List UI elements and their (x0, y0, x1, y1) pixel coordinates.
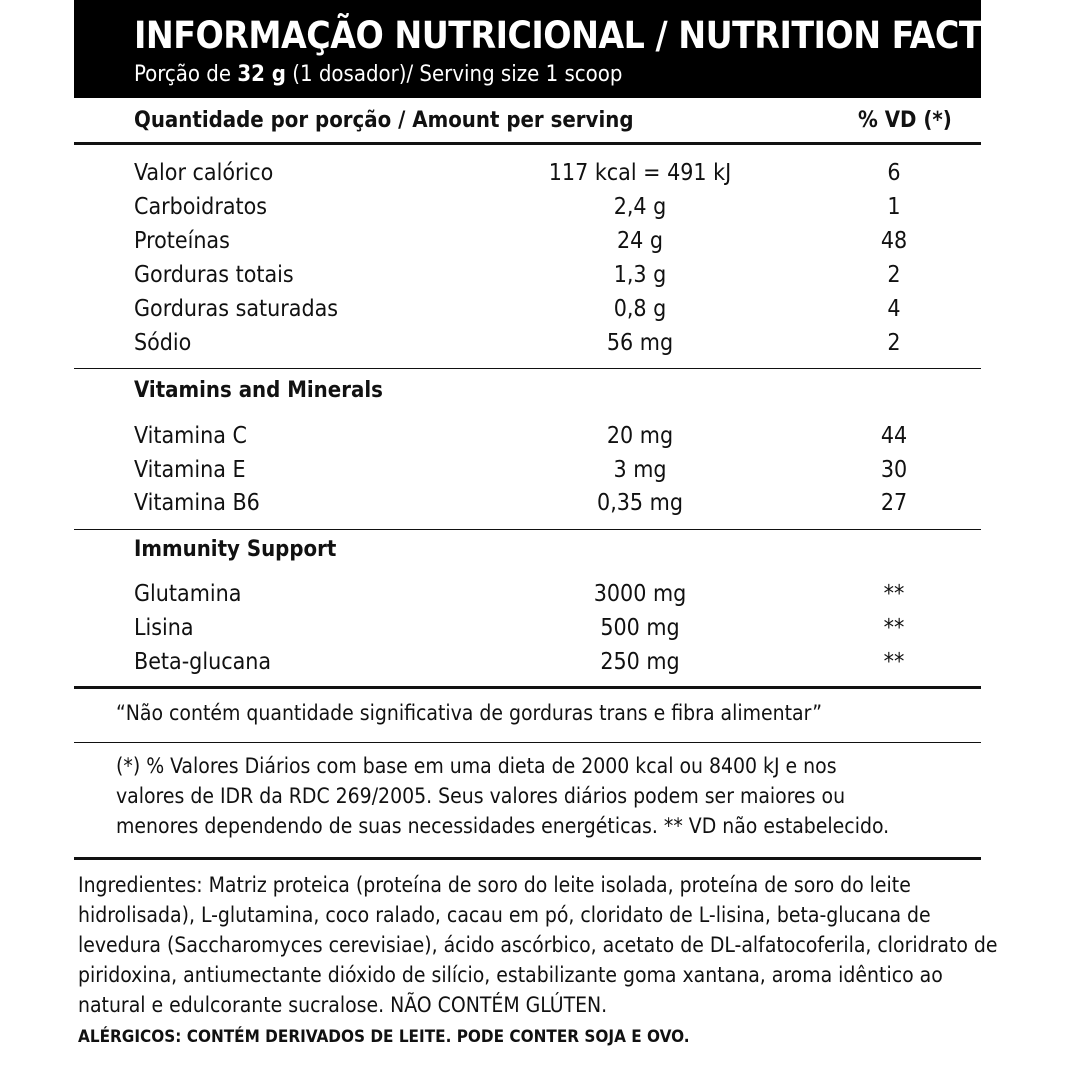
nutrient-row (0, 194, 1080, 224)
nutrient-vd: 2 (887, 262, 901, 288)
immunity-row (0, 649, 1080, 679)
vitamin-name: Vitamina C (134, 423, 247, 449)
divider (74, 529, 981, 530)
vitamin-vd: 30 (880, 457, 908, 483)
vitamin-amount: 3 mg (613, 457, 667, 483)
nutrient-name: Sódio (134, 330, 192, 356)
immunity-amount: 3000 mg (593, 581, 687, 607)
immunity-name: Glutamina (134, 581, 242, 607)
nutrient-amount: 117 kcal = 491 kJ (548, 160, 732, 186)
ingredients-text: Ingredientes: Matriz proteica (proteína de soro do leite isolada, proteína de soro do leite hidrolisada), L-glutamina, coco ralado, cacau em pó, cloridato de L-lisina, beta-glucana de levedura (Saccharomyces cerevisiae), ácido ascórbico, acetato de DL-alfatocoferila, cloridrato de piridoxina, antiumectante dióxido de silício, estabilizante goma xantana, aroma idêntico ao natural e edulcorante sucralose. NÃO CONTÉM GLÚTEN. (78, 873, 998, 1017)
trans-fat-note: “Não contém quantidade significativa de gorduras trans e fibra alimentar” (116, 701, 823, 725)
section-title-immunity: Immunity Support (134, 537, 337, 562)
nutrient-row (0, 296, 1080, 326)
divider (74, 686, 981, 689)
section-title-vitamins: Vitamins and Minerals (134, 378, 383, 403)
nutrient-name: Valor calórico (134, 160, 274, 186)
serving-amount: 32 g (237, 62, 286, 87)
vitamin-name: Vitamina E (134, 457, 246, 483)
nutrient-name: Gorduras saturadas (134, 296, 339, 322)
divider (74, 142, 981, 145)
nutrient-name: Carboidratos (134, 194, 268, 220)
title-banner (74, 0, 1005, 98)
dv-note-line: valores de IDR da RDC 269/2005. Seus valores diários podem ser maiores ou (116, 784, 846, 808)
immunity-name: Beta-glucana (134, 649, 272, 675)
vitamin-vd: 44 (880, 423, 908, 449)
nutrient-amount: 24 g (616, 228, 664, 254)
divider (74, 742, 981, 743)
nutrient-vd: 48 (880, 228, 908, 254)
serving-size (134, 62, 622, 87)
immunity-name: Lisina (134, 615, 194, 641)
vitamin-amount: 20 mg (606, 423, 674, 449)
nutrient-amount: 1,3 g (613, 262, 667, 288)
nutrient-name: Proteínas (134, 228, 230, 254)
immunity-row (0, 581, 1080, 611)
allergens-warning: ALÉRGICOS: CONTÉM DERIVADOS DE LEITE. PODE CONTER SOJA E OVO. (78, 1027, 690, 1047)
immunity-row (0, 615, 1080, 645)
nutrient-row (0, 160, 1080, 190)
vitamin-amount: 0,35 mg (597, 490, 683, 516)
nutrient-vd: 1 (887, 194, 901, 220)
serving-prefix: Porção de (134, 62, 238, 87)
amount-column-header: Quantidade por porção / Amount per serving (134, 108, 634, 133)
nutrient-name: Gorduras totais (134, 262, 294, 288)
nutrient-amount: 0,8 g (613, 296, 667, 322)
dv-note-line: (*) % Valores Diários com base em uma dieta de 2000 kcal ou 8400 kJ e nos (116, 754, 837, 778)
immunity-vd: ** (883, 649, 905, 675)
immunity-vd: ** (883, 581, 905, 607)
nutrient-amount: 2,4 g (613, 194, 667, 220)
serving-suffix: (1 dosador)/ Serving size 1 scoop (285, 62, 623, 87)
nutrient-row (0, 262, 1080, 292)
vitamin-vd: 27 (880, 490, 908, 516)
nutrient-amount: 56 mg (606, 330, 674, 356)
vitamin-row (0, 490, 1080, 520)
nutrient-vd: 2 (887, 330, 901, 356)
nutrient-row (0, 228, 1080, 258)
nutrient-row (0, 330, 1080, 360)
immunity-amount: 250 mg (600, 649, 680, 675)
vd-column-header: % VD (*) (858, 108, 952, 133)
nutrient-vd: 4 (887, 296, 901, 322)
label-title: INFORMAÇÃO NUTRICIONAL / NUTRITION FACTS (134, 14, 1005, 57)
vitamin-row (0, 423, 1080, 453)
divider (74, 368, 981, 369)
dv-note-line: menores dependendo de suas necessidades energéticas. ** VD não estabelecido. (116, 814, 890, 838)
vitamin-row (0, 457, 1080, 487)
divider (74, 857, 981, 860)
nutrient-vd: 6 (887, 160, 901, 186)
immunity-vd: ** (883, 615, 905, 641)
immunity-amount: 500 mg (600, 615, 680, 641)
vitamin-name: Vitamina B6 (134, 490, 260, 516)
